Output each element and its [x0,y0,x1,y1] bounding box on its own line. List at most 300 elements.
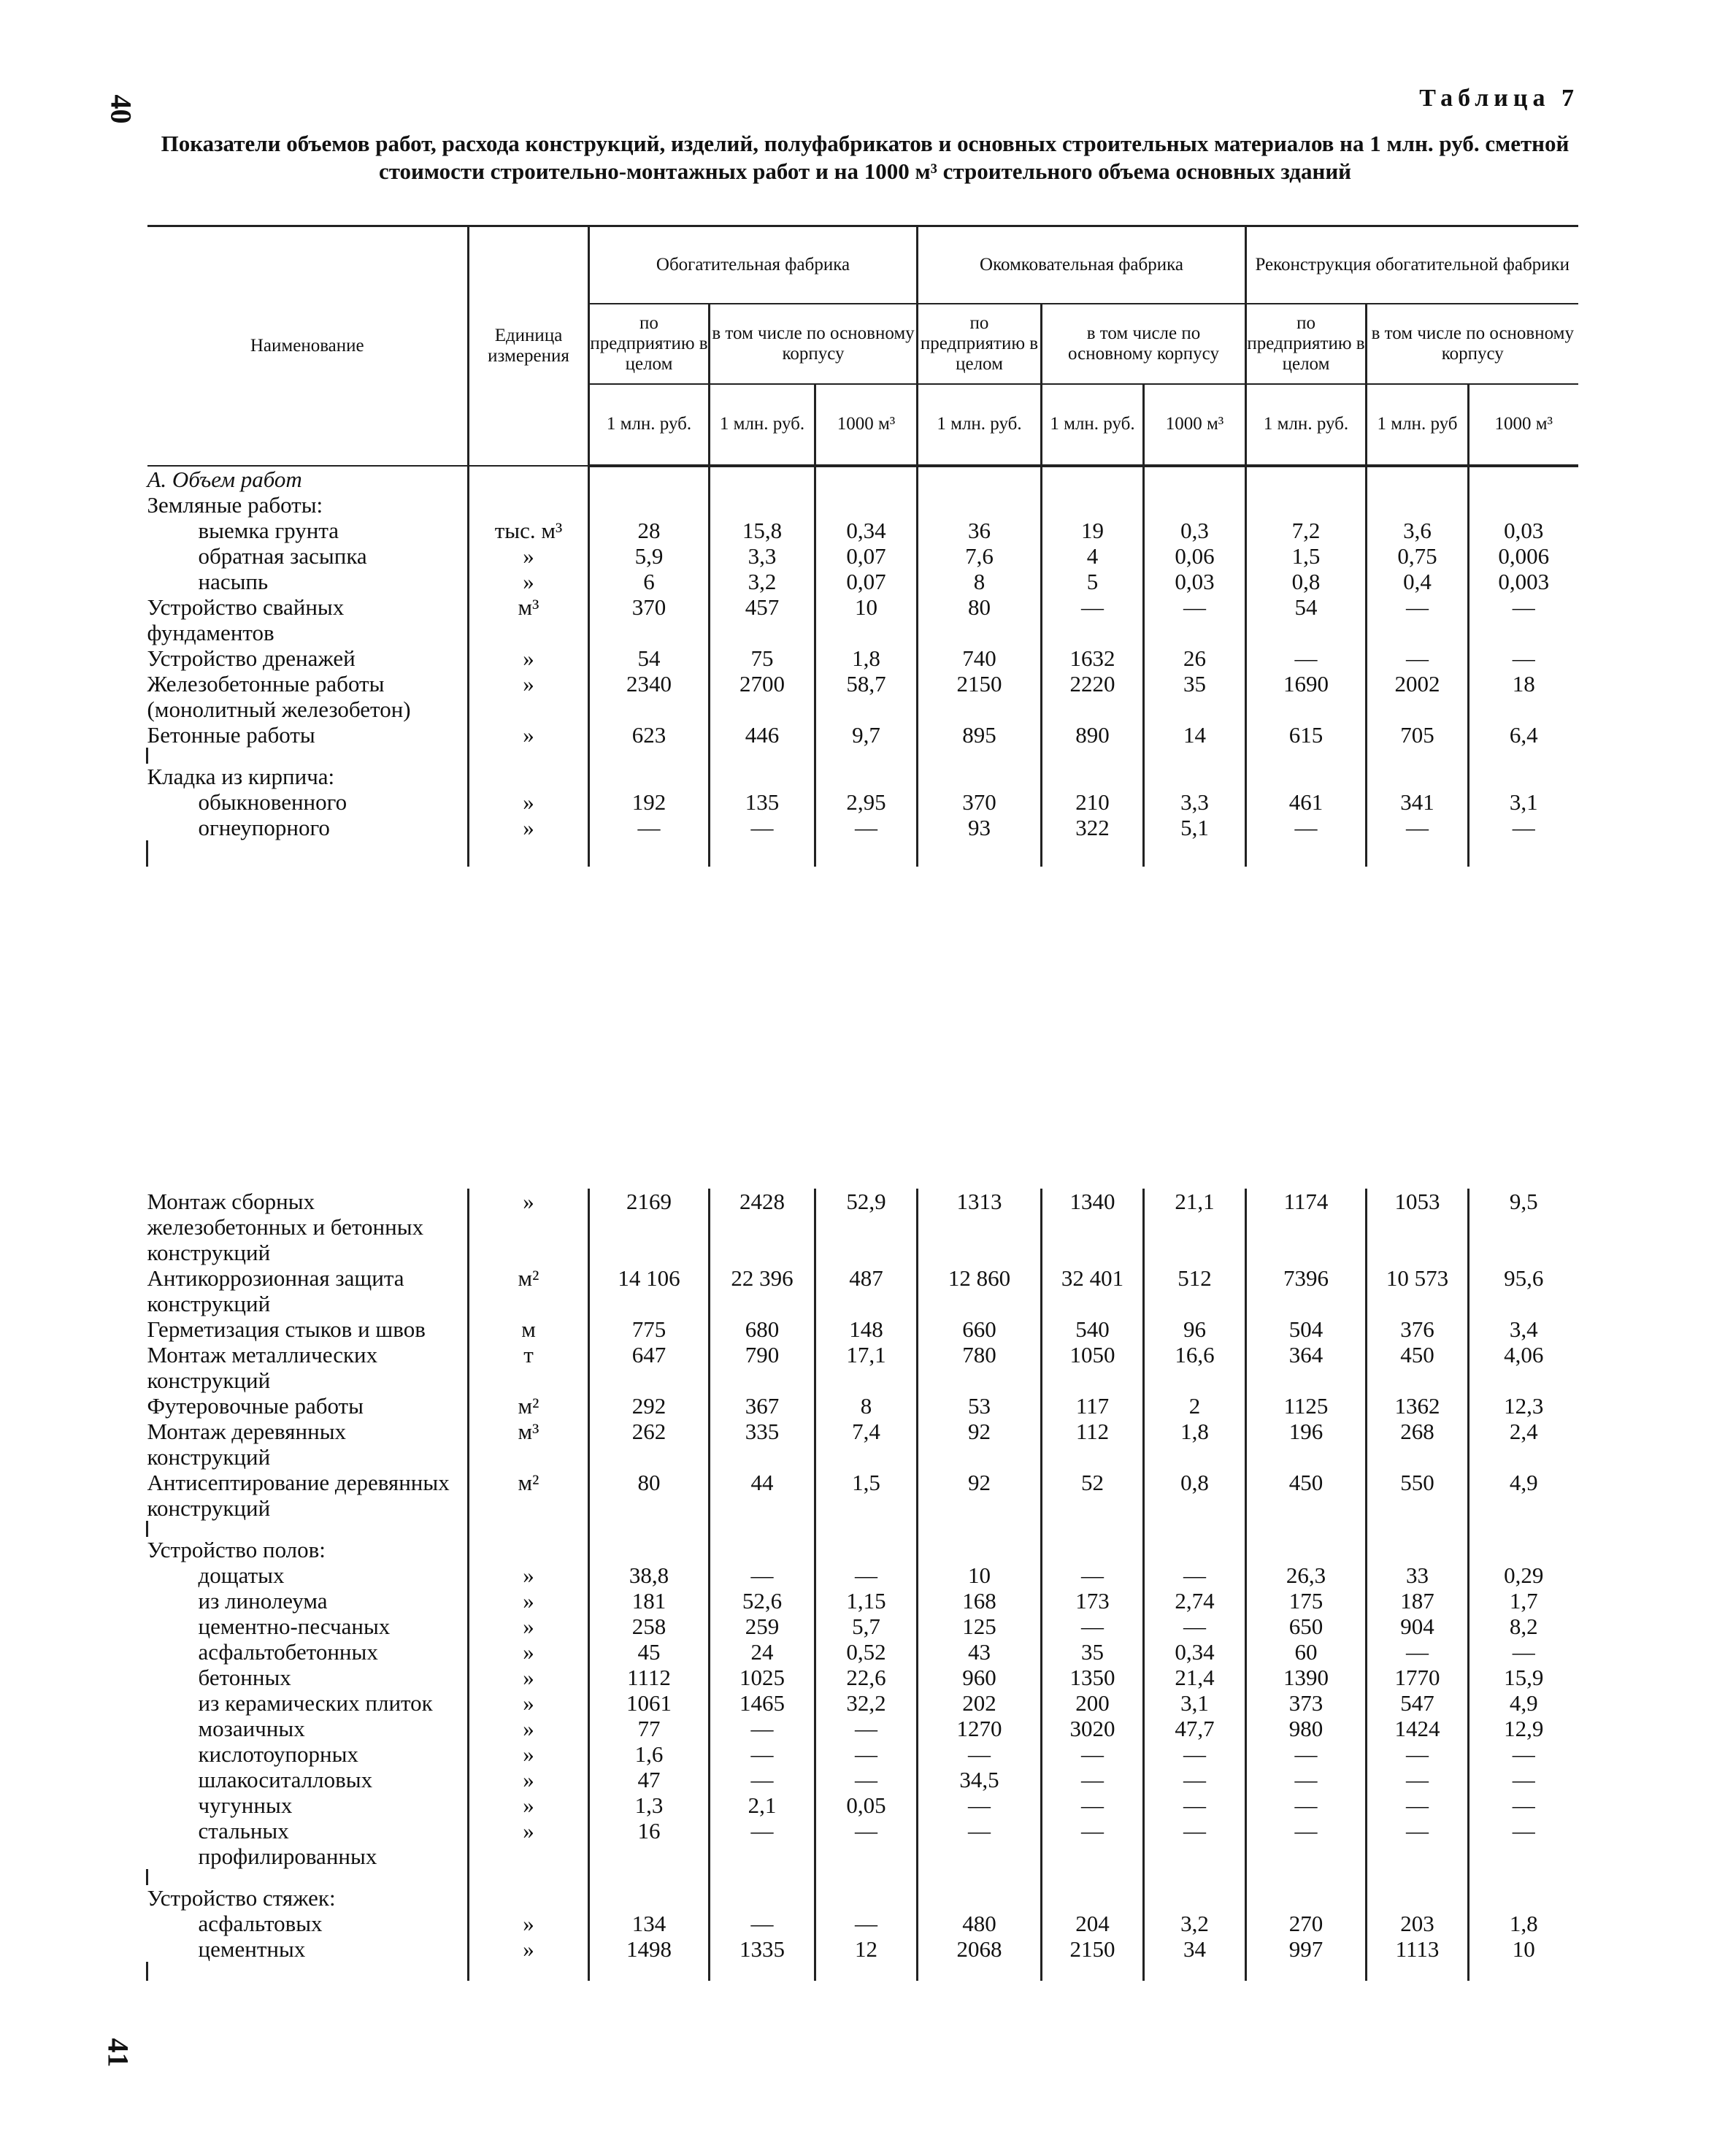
table-row [147,1690,1578,1716]
row-value: — [589,815,710,840]
row-value: — [1042,1818,1144,1869]
row-value: 1340 [1042,1189,1144,1265]
row-value: 134 [589,1911,710,1936]
row-value: 1,7 [1469,1588,1578,1614]
row-value: — [1246,815,1367,840]
row-value: — [1367,1767,1469,1792]
table-row [147,815,1578,840]
row-unit: » [469,1936,589,1962]
row-value: 2068 [918,1936,1042,1962]
row-value [1469,1537,1578,1562]
row-value: 2700 [710,671,815,722]
row-value: 1112 [589,1665,710,1690]
row-value: — [1246,1792,1367,1818]
row-value: 210 [1042,789,1144,815]
row-value: 0,29 [1469,1562,1578,1588]
row-value: — [1469,815,1578,840]
row-value: 0,34 [1144,1639,1246,1665]
row-value: 187 [1367,1588,1469,1614]
table-row [147,1342,1578,1393]
row-value [1367,1537,1469,1562]
row-name: насыпь [198,568,269,594]
row-value: 38,8 [589,1562,710,1588]
row-value: 4,9 [1469,1690,1578,1716]
row-unit: » [469,1614,589,1639]
row-value: 148 [815,1316,918,1342]
table-row [147,1419,1578,1470]
row-value: 367 [710,1393,815,1419]
row-value [815,1885,918,1911]
row-value: — [1144,1741,1246,1767]
row-value: 21,4 [1144,1665,1246,1690]
row-value: 181 [589,1588,710,1614]
row-value: 504 [1246,1316,1367,1342]
row-value: 1770 [1367,1665,1469,1690]
table-row [147,569,1578,594]
table-row [147,1265,1578,1316]
row-value: 292 [589,1393,710,1419]
row-value: 2150 [1042,1936,1144,1962]
row-value: 1362 [1367,1393,1469,1419]
row-unit: » [469,1818,589,1869]
row-name: Антикоррозионная защита конструкций [147,1265,404,1316]
row-value [1144,764,1246,789]
row-value: 647 [589,1342,710,1393]
row-name: Антисептирование деревянных конструкций [147,1470,450,1521]
row-value: 3,3 [1144,789,1246,815]
row-unit: м² [469,1265,589,1316]
row-value: 0,03 [1144,569,1246,594]
row-value: 75 [710,645,815,671]
table-row [147,518,1578,543]
row-value: 1,8 [1469,1911,1578,1936]
row-value: 3,3 [710,543,815,569]
row-value [1246,1885,1367,1911]
row-value: 3,2 [1144,1911,1246,1936]
row-value: 1,8 [1144,1419,1246,1470]
row-unit: » [469,1588,589,1614]
row-value: 0,75 [1367,543,1469,569]
row-value: 1125 [1246,1393,1367,1419]
row-name: Кладка из кирпича: [147,763,335,789]
row-value [815,492,918,518]
row-name: стальных профилированных [198,1818,377,1869]
row-name: Монтаж деревянных конструкций [147,1419,347,1470]
row-value: 32,2 [815,1690,918,1716]
row-value: 2,95 [815,789,918,815]
row-value: 34,5 [918,1767,1042,1792]
row-unit: тыс. м³ [469,518,589,543]
row-value: — [710,1818,815,1869]
row-value: 44 [710,1470,815,1521]
table-row [147,722,1578,748]
row-value: 10 [1469,1936,1578,1962]
row-value: 890 [1042,722,1144,748]
row-value: — [1042,1792,1144,1818]
row-value [1042,1537,1144,1562]
row-name: Устройство свайных фундаментов [147,594,345,645]
row-value: — [1042,1767,1144,1792]
row-value [1144,1885,1246,1911]
row-value [1469,764,1578,789]
row-value: 457 [710,594,815,645]
row-value: 550 [1367,1470,1469,1521]
header-per-1000: 1000 м³ [815,384,918,466]
row-value: 650 [1246,1614,1367,1639]
row-value: 10 [918,1562,1042,1588]
row-value: 22 396 [710,1265,815,1316]
row-value: — [710,1716,815,1741]
row-value: 1498 [589,1936,710,1962]
row-value: 12 [815,1936,918,1962]
row-value: 52,6 [710,1588,815,1614]
row-value: — [710,1767,815,1792]
row-value [1144,492,1246,518]
row-value: — [1469,645,1578,671]
row-value: 92 [918,1419,1042,1470]
row-name: из линолеума [198,1588,328,1614]
row-value [589,764,710,789]
row-name: Железобетонные работы (монолитный железобетон) [147,670,411,722]
table-title: Показатели объемов работ, расхода конструкций, изделий, полуфабрикатов и основных строительных материалов на 1 млн. руб. сметной стоимости строительно-монтажных работ и на 1000 м³ строительного объема основных зданий [161,131,1570,184]
row-unit: » [469,569,589,594]
row-value: 192 [589,789,710,815]
row-value: 26,3 [1246,1562,1367,1588]
row-value: 92 [918,1470,1042,1521]
row-value: 3,2 [710,569,815,594]
row-value: 6,4 [1469,722,1578,748]
row-value: — [918,1818,1042,1869]
row-value: 512 [1144,1265,1246,1316]
table-row [147,1936,1578,1962]
row-name: Монтаж металлических конструкций [147,1342,378,1393]
row-unit: » [469,1189,589,1265]
row-value: 14 106 [589,1265,710,1316]
table-row [147,1537,1578,1562]
row-value [1042,492,1144,518]
row-value [918,1537,1042,1562]
row-unit: » [469,1911,589,1936]
row-value: 33 [1367,1562,1469,1588]
row-value: 461 [1246,789,1367,815]
row-value: 258 [589,1614,710,1639]
row-value: 1061 [589,1690,710,1716]
row-value: 2150 [918,671,1042,722]
row-value: 373 [1246,1690,1367,1716]
row-value: — [815,1741,918,1767]
row-value: 0,006 [1469,543,1578,569]
header-sub-whole: по предприятию в целом [918,304,1042,384]
header-per-1000: 1000 м³ [1469,384,1578,466]
row-value [1042,764,1144,789]
table-row [147,1639,1578,1665]
row-value: 1632 [1042,645,1144,671]
row-value: 3,1 [1469,789,1578,815]
row-value: 1,8 [815,645,918,671]
row-unit: » [469,1639,589,1665]
table-row [147,1189,1578,1265]
row-value: 9,5 [1469,1189,1578,1265]
row-value: — [918,1792,1042,1818]
header-sub-main: в том числе по основному корпусу [1367,304,1578,384]
row-value: 8,2 [1469,1614,1578,1639]
row-value: — [1367,815,1469,840]
row-value: 95,6 [1469,1265,1578,1316]
row-value: 0,3 [1144,518,1246,543]
row-value: — [710,1562,815,1588]
row-value: — [1246,1818,1367,1869]
row-unit: » [469,671,589,722]
row-value: 547 [1367,1690,1469,1716]
row-value: 775 [589,1316,710,1342]
row-value: 259 [710,1614,815,1639]
row-value: 28 [589,518,710,543]
row-value: 173 [1042,1588,1144,1614]
row-name: обыкновенного [198,789,347,815]
row-unit: » [469,815,589,840]
row-value: 1113 [1367,1936,1469,1962]
row-value: 7,6 [918,543,1042,569]
row-value: 6 [589,569,710,594]
row-value [918,1885,1042,1911]
row-value: 1335 [710,1936,815,1962]
row-value: 0,07 [815,543,918,569]
row-name: из керамических плиток [198,1690,433,1716]
row-value: 2,1 [710,1792,815,1818]
row-value: — [1144,1562,1246,1588]
row-value: — [1469,594,1578,645]
row-value [1367,764,1469,789]
row-value: 52 [1042,1470,1144,1521]
row-value [710,492,815,518]
row-name: Бетонные работы [147,721,315,748]
row-value: 16,6 [1144,1342,1246,1393]
table-row [147,594,1578,645]
row-value: 200 [1042,1690,1144,1716]
row-value: 2,74 [1144,1588,1246,1614]
row-value: 623 [589,722,710,748]
row-name: Футеровочные работы [147,1393,364,1419]
table-row [147,1818,1578,1869]
header-sub-whole: по предприятию в целом [589,304,710,384]
row-value: 35 [1144,671,1246,722]
row-value: 9,7 [815,722,918,748]
row-value: 740 [918,645,1042,671]
row-name: чугунных [198,1792,293,1818]
row-value: — [1246,1741,1367,1767]
row-value: 270 [1246,1911,1367,1936]
row-unit: м [469,1316,589,1342]
row-value: — [1042,1741,1144,1767]
row-value: 80 [918,594,1042,645]
row-value: 540 [1042,1316,1144,1342]
row-name: Земляные работы: [147,491,323,518]
row-value: — [1144,1767,1246,1792]
row-unit [469,492,589,518]
row-name: Устройство полов: [147,1537,326,1562]
row-value [589,492,710,518]
table-row [147,1716,1578,1741]
row-value: 19 [1042,518,1144,543]
row-value: 52,9 [815,1189,918,1265]
row-value: 58,7 [815,671,918,722]
row-value: — [815,1911,918,1936]
row-value: 0,52 [815,1639,918,1665]
row-value: 168 [918,1588,1042,1614]
row-value: 2428 [710,1189,815,1265]
row-unit [469,1885,589,1911]
row-unit: » [469,1665,589,1690]
table-row [147,671,1578,722]
row-value: 335 [710,1419,815,1470]
table-row [147,764,1578,789]
header-per-mln: 1 млн. руб. [589,384,710,466]
row-value [1469,492,1578,518]
row-value: 43 [918,1639,1042,1665]
row-unit [469,764,589,789]
row-value: 0,05 [815,1792,918,1818]
row-value: — [815,815,918,840]
header-per-mln: 1 млн. руб. [918,384,1042,466]
row-value: 12,9 [1469,1716,1578,1741]
table-row [147,1792,1578,1818]
row-value: 60 [1246,1639,1367,1665]
row-value: 34 [1144,1936,1246,1962]
row-name: Устройство стяжек: [147,1885,336,1911]
row-unit: » [469,645,589,671]
table-row [147,1665,1578,1690]
row-value: 341 [1367,789,1469,815]
row-name: обратная засыпка [198,542,367,569]
row-value: 16 [589,1818,710,1869]
row-value: 14 [1144,722,1246,748]
table-row [147,543,1578,569]
row-value [918,492,1042,518]
row-value: — [710,1911,815,1936]
row-name: асфальтовых [198,1911,323,1936]
row-value: — [1144,1614,1246,1639]
row-value [589,1885,710,1911]
row-value: 8 [815,1393,918,1419]
row-name: бетонных [198,1665,291,1690]
row-value: 1174 [1246,1189,1367,1265]
row-name: цементно-песчаных [198,1614,391,1639]
row-name: цементных [198,1936,306,1962]
row-value [815,764,918,789]
row-value: — [1367,594,1469,645]
row-value: 1,5 [1246,543,1367,569]
row-value: 2220 [1042,671,1144,722]
row-value: — [1367,1741,1469,1767]
row-value: 10 [815,594,918,645]
row-value: — [1469,1741,1578,1767]
row-value: 54 [589,645,710,671]
row-value [589,1537,710,1562]
row-unit: м³ [469,594,589,645]
row-value: 790 [710,1342,815,1393]
row-value: 135 [710,789,815,815]
row-value: — [1469,1792,1578,1818]
row-value: 10 573 [1367,1265,1469,1316]
row-value [918,764,1042,789]
row-value: 1424 [1367,1716,1469,1741]
row-value: — [815,1716,918,1741]
row-value: 3020 [1042,1716,1144,1741]
row-unit: » [469,1562,589,1588]
row-value: 376 [1367,1316,1469,1342]
row-value: 35 [1042,1639,1144,1665]
data-table-part1 [146,225,1578,867]
row-name: Монтаж сборных железобетонных и бетонных конструкций [147,1189,424,1265]
table-label: Таблица 7 [1419,85,1579,112]
row-value: 203 [1367,1911,1469,1936]
row-value: 3,6 [1367,518,1469,543]
table-row [147,1588,1578,1614]
row-value: 450 [1246,1470,1367,1521]
row-unit: м² [469,1393,589,1419]
row-value: 1465 [710,1690,815,1716]
row-value: 0,07 [815,569,918,594]
row-value: 487 [815,1265,918,1316]
row-value: — [1246,645,1367,671]
row-value: 997 [1246,1936,1367,1962]
row-value: 0,34 [815,518,918,543]
row-value: — [815,1767,918,1792]
row-value: 364 [1246,1342,1367,1393]
row-name: огнеупорного [198,814,330,840]
header-group-2: Окомковательная фабрика [918,226,1246,304]
row-value: — [1367,1792,1469,1818]
row-value: — [1042,1614,1144,1639]
row-value: 2169 [589,1189,710,1265]
header-per-1000: 1000 м³ [1144,384,1246,466]
row-value: 268 [1367,1419,1469,1470]
row-name: выемка грунта [198,517,339,543]
header-group-3: Реконструкция обогатительной фабрики [1246,226,1578,304]
data-table-part2 [146,1189,1578,1981]
row-value: — [1367,1639,1469,1665]
row-value [710,1537,815,1562]
row-value: 2,4 [1469,1419,1578,1470]
row-value: 112 [1042,1419,1144,1470]
row-value: 0,8 [1144,1470,1246,1521]
row-value: — [1042,594,1144,645]
row-value: 1313 [918,1189,1042,1265]
row-value: — [1367,1818,1469,1869]
row-value [815,1537,918,1562]
row-value: 12,3 [1469,1393,1578,1419]
row-value: 7396 [1246,1265,1367,1316]
row-value: — [1469,1767,1578,1792]
row-value: — [1144,1792,1246,1818]
row-value [1246,492,1367,518]
row-value: 7,2 [1246,518,1367,543]
row-value: — [1144,1818,1246,1869]
row-unit: » [469,1767,589,1792]
header-name: Наименование [147,226,469,466]
row-value: 0,03 [1469,518,1578,543]
row-value: 895 [918,722,1042,748]
row-value: — [1042,1562,1144,1588]
row-value: 54 [1246,594,1367,645]
row-value: 1,5 [815,1470,918,1521]
header-sub-main: в том числе по основному корпусу [710,304,918,384]
row-unit: » [469,789,589,815]
row-value: 17,1 [815,1342,918,1393]
row-value: 1,6 [589,1741,710,1767]
row-unit: м³ [469,1419,589,1470]
row-name: мозаичных [198,1716,305,1741]
